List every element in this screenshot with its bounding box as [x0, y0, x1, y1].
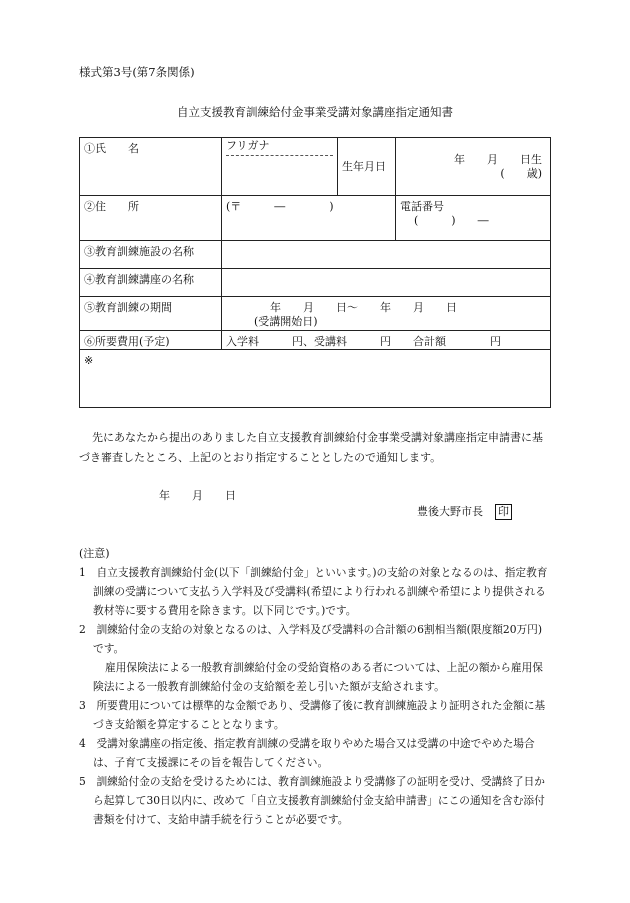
note-item-5: 5 訓練給付金の支給を受けるためには、教育訓練施設より受講修了の証明を受け、受講終了日から起算して30日以内に、改めて「自立支援教育訓練給付金支給申請書」にこの通知を含む添付書類を付けて、支給申請手続を行うことが必要です。 [79, 775, 545, 826]
age-value: ( 歳) [500, 166, 542, 180]
furigana-label: フリガナ [226, 138, 333, 156]
postal-code: (〒 ― ) [222, 196, 396, 241]
note-item-1: 1 自立支援教育訓練給付金(以下「訓練給付金」といいます。)の支給の対象となるのは、指定教育訓練の受講について支払う入学料及び受講料(希望により行われる訓練や希望により提供される教材等に要する費用を除きます。以下同じです。)です。 [79, 566, 548, 617]
remarks-mark: ※ [80, 350, 551, 408]
note-item-4: 4 受講対象講座の指定後、指定教育訓練の受講を取りやめた場合又は受講の中途でやめた場合は、子育て支援課にその旨を報告してください。 [79, 737, 535, 769]
seal-stamp: 印 [495, 504, 512, 520]
note-item-2-continued: 雇用保険法による一般教育訓練給付金の受給資格のある者については、上記の額から雇用保険法による一般教育訓練給付金の支給額を差し引いた額が支給されます。 [93, 661, 543, 693]
course-value [222, 269, 551, 297]
cost-value: 入学料 円、受講料 円 合計額 円 [222, 331, 551, 350]
course-label: ④教育訓練講座の名称 [80, 269, 222, 297]
mayor-title: 豊後大野市長 [417, 505, 483, 518]
phone-label: 電話番号 [400, 200, 444, 213]
phone-value: ( ) ― [414, 214, 489, 227]
name-cell [222, 138, 338, 196]
date-line: 年 月 日 [159, 489, 236, 502]
birth-value: 年 月 日生 [454, 152, 542, 166]
name-label: ①氏 名 [80, 138, 222, 196]
cost-label: ⑥所要費用(予定) [80, 331, 222, 350]
birth-cell [396, 138, 551, 196]
period-note: (受講開始日) [254, 315, 318, 328]
facility-value [222, 241, 551, 269]
form-number: 様式第3号(第7条関係) [79, 65, 195, 79]
note-item-3: 3 所要費用については標準的な金額であり、受講修了後に教育訓練施設より証明された金額に基づき支給額を算定することとなります。 [79, 699, 546, 731]
designation-table [79, 137, 551, 408]
period-value: 年 月 日～ 年 月 日 [270, 301, 457, 314]
phone-cell [396, 196, 551, 241]
birth-label: 生年月日 [338, 138, 396, 196]
address-label: ②住 所 [80, 196, 222, 241]
mayor-signature [417, 503, 512, 520]
note-item-2: 2 訓練給付金の支給の対象となるのは、入学料及び受講料の合計額の6割相当額(限度額20万円)です。 [79, 623, 543, 655]
document-title: 自立支援教育訓練給付金事業受講対象講座指定通知書 [177, 105, 453, 119]
notification-body: 先にあなたから提出のありました自立支援教育訓練給付金事業受講対象講座指定申請書に基づき審査したところ、上記のとおり指定することとしたので通知します。 [79, 431, 543, 464]
facility-label: ③教育訓練施設の名称 [80, 241, 222, 269]
notes-title: (注意) [79, 547, 110, 560]
period-cell [222, 297, 551, 331]
period-label: ⑤教育訓練の期間 [80, 297, 222, 331]
